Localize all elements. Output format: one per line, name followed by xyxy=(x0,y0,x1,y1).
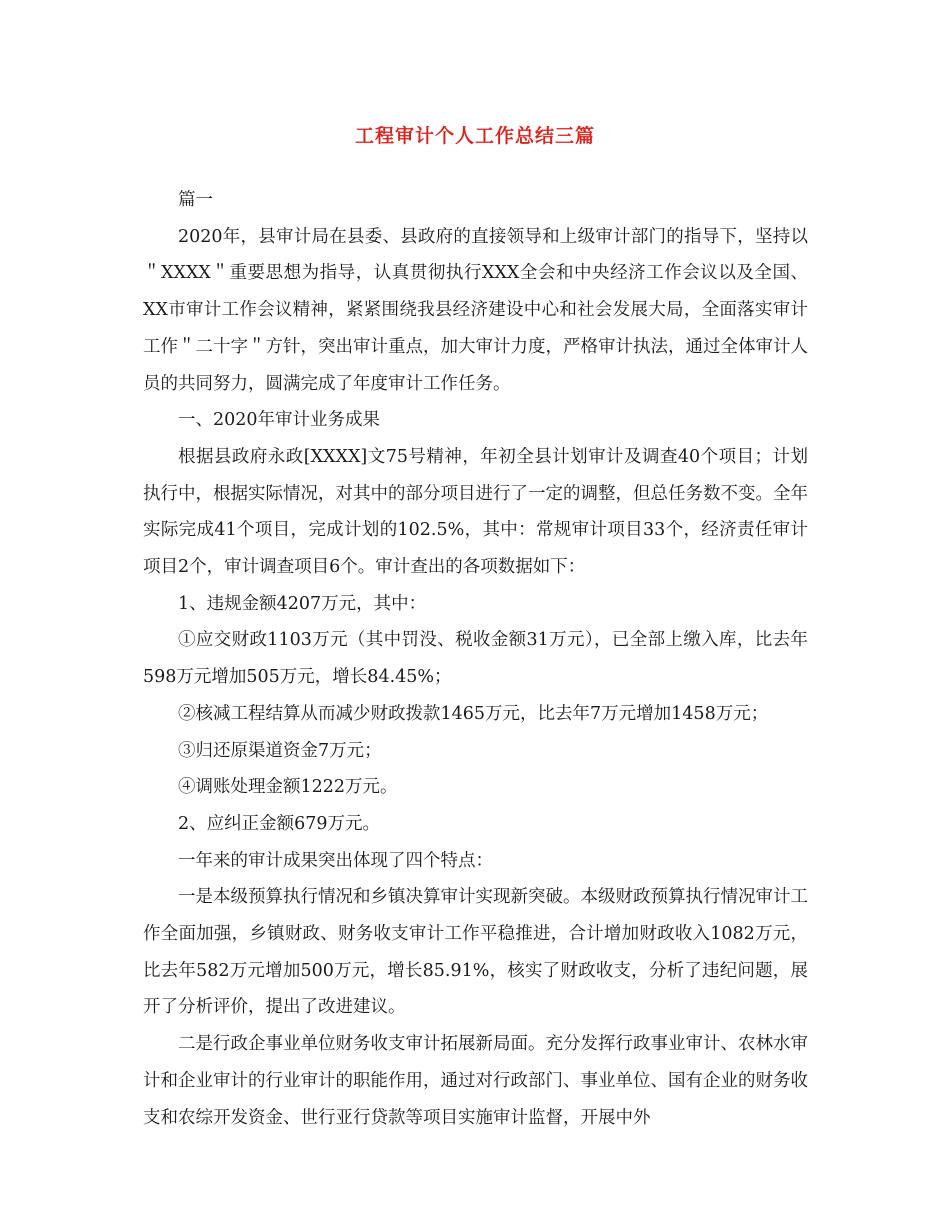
list-item: ③归还原渠道资金7万元； xyxy=(178,740,382,761)
paragraph: 根据县政府永政[XXXX]文75号精神，年初全县计划审计及调查40个项目；计划执行中，根据实际情况，对其中的部分项目进行了一定的调整，但总任务数不变。全年实际完成41个项目，完成计划的102.5%，其中：常规审计项目33个，经济责任审计项目2个，审计调查项目6个。审计查出的各项数据如下： xyxy=(143,446,808,578)
list-item: 2、应纠正金额679万元。 xyxy=(178,813,381,834)
document-title: 工程审计个人工作总结三篇 xyxy=(354,125,595,147)
document-body xyxy=(143,182,808,1136)
list-item: ④调账处理金额1222万元。 xyxy=(178,777,398,798)
list-item: ②核减工程结算从而减少财政拨款1465万元，比去年7万元增加1458万元； xyxy=(178,703,769,724)
paragraph: 二是行政企事业单位财务收支审计拓展新局面。充分发挥行政事业审计、农林水审计和企业审计的行业审计的职能作用，通过对行政部门、事业单位、国有企业的财务收支和农综开发资金、世行亚行贷款等项目实施审计监督，开展中外 xyxy=(143,1034,808,1128)
paragraph: 一年来的审计成果突出体现了四个特点： xyxy=(178,850,493,871)
paragraph: 2020年，县审计局在县委、县政府的直接领导和上级审计部门的指导下，坚持以＂XXXX＂重要思想为指导，认真贯彻执行XXX全会和中央经济工作会议以及全国、XX市审计工作会议精神，紧紧围绕我县经济建设中心和社会发展大局，全面落实审计工作＂二十字＂方针，突出审计重点，加大审计力度，严格审计执法，通过全体审计人员的共同努力，圆满完成了年度审计工作任务。 xyxy=(143,226,808,394)
paragraph: 篇一 xyxy=(178,190,213,210)
paragraph: 一是本级预算执行情况和乡镇决算审计实现新突破。本级财政预算执行情况审计工作全面加强，乡镇财政、财务收支审计工作平稳推进，合计增加财政收入1082万元，比去年582万元增加500万元，增长85.91%，核实了财政收支，分析了违纪问题，展开了分析评价，提出了改进建议。 xyxy=(143,887,808,1018)
list-item: 1、违规金额4207万元，其中： xyxy=(178,593,427,614)
list-item: ①应交财政1103万元（其中罚没、税收金额31万元），已全部上缴入库，比去年598万元增加505万元，增长84.45%； xyxy=(143,630,808,688)
section-heading: 一、2020年审计业务成果 xyxy=(178,410,381,431)
